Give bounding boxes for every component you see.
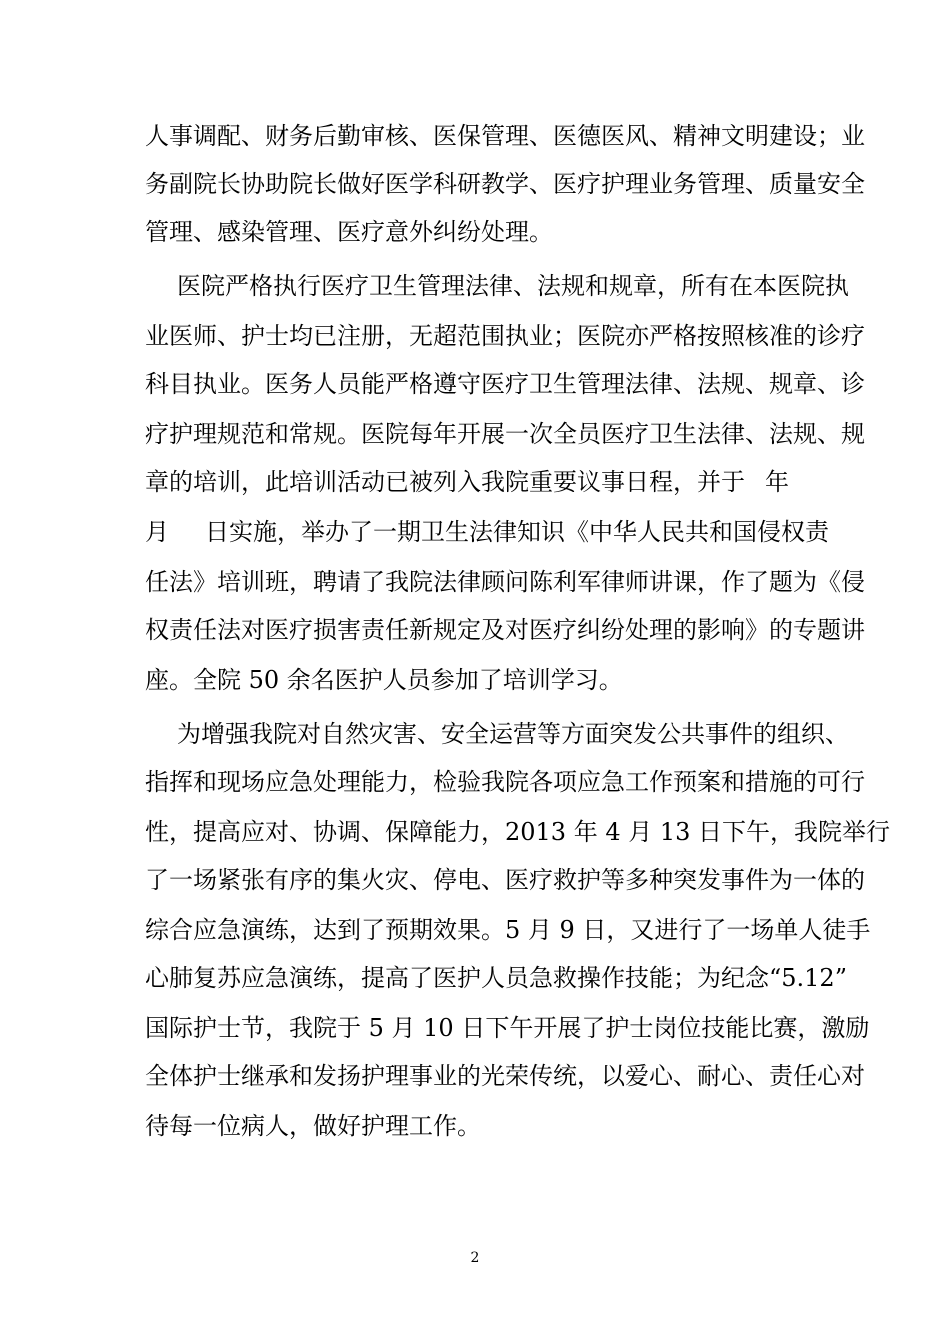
text-line: 全体护士继承和发扬护理事业的光荣传统，以爱心、耐心、责任心对	[145, 1062, 865, 1090]
text-line: 日实施，举办了一期卫生法律知识《中华人民共和国侵权责	[205, 518, 829, 546]
text-line: 章的培训，此培训活动已被列入我院重要议事日程，并于	[145, 468, 745, 496]
text-line: 疗护理规范和常规。医院每年开展一次全员医疗卫生法律、法规、规	[145, 420, 865, 448]
text-line: 任法》培训班，聘请了我院法律顾问陈利军律师讲课，作了题为《侵	[145, 568, 865, 596]
text-line: 人事调配、财务后勤审核、医保管理、医德医风、精神文明建设；业	[145, 122, 865, 150]
text-line: 业医师、护士均已注册，无超范围执业；医院亦严格按照核准的诊疗	[145, 322, 865, 350]
text-line: 医院严格执行医疗卫生管理法律、法规和规章，所有在本医院执	[177, 272, 849, 300]
text-line: 为增强我院对自然灾害、安全运营等方面突发公共事件的组织、	[177, 720, 849, 748]
text-line: 管理、感染管理、医疗意外纠纷处理。	[145, 218, 553, 246]
text-line: 座。全院 50 余名医护人员参加了培训学习。	[145, 666, 623, 694]
text-line: 了一场紧张有序的集火灾、停电、医疗救护等多种突发事件为一体的	[145, 866, 865, 894]
text-line: 指挥和现场应急处理能力，检验我院各项应急工作预案和措施的可行	[145, 768, 865, 796]
text-line: 务副院长协助院长做好医学科研教学、医疗护理业务管理、质量安全	[145, 170, 865, 198]
text-line: 性，提高应对、协调、保障能力，2013 年 4 月 13 日下午，我院举行	[145, 818, 891, 846]
text-line: 国际护士节，我院于 5 月 10 日下午开展了护士岗位技能比赛，激励	[145, 1014, 870, 1042]
month-blank-label: 月	[145, 518, 169, 546]
text-line: 综合应急演练，达到了预期效果。5 月 9 日，又进行了一场单人徒手	[145, 916, 871, 944]
text-line: 权责任法对医疗损害责任新规定及对医疗纠纷处理的影响》的专题讲	[145, 616, 865, 644]
text-line: 心肺复苏应急演练，提高了医护人员急救操作技能；为纪念“5.12”	[145, 964, 847, 992]
text-line: 科目执业。医务人员能严格遵守医疗卫生管理法律、法规、规章、诊	[145, 370, 865, 398]
year-blank-label: 年	[765, 468, 789, 496]
page-number: 2	[470, 1250, 480, 1266]
text-line: 待每一位病人，做好护理工作。	[145, 1112, 481, 1140]
